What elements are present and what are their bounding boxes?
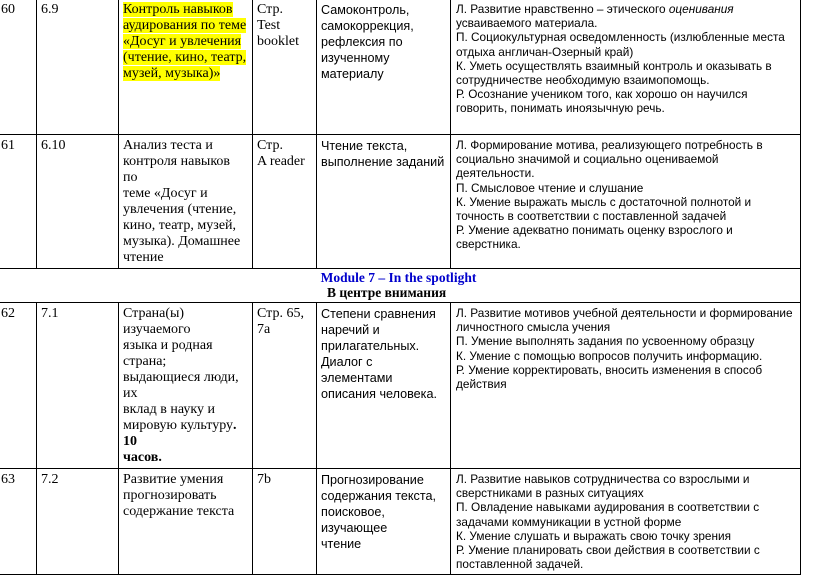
lesson-page-cell: 7b: [253, 469, 317, 575]
uud-personal: Л. Развитие нравственно – этического оценивания усваиваемого материала.: [456, 2, 734, 31]
table-row: [0, 303, 801, 469]
uud-communicative: К. Умение с помощью вопросов получить информацию.: [456, 348, 763, 363]
lesson-activity-cell: Чтение текста, выполнение заданий: [317, 135, 451, 269]
lesson-activity-cell: Прогнозирование содержания текста, поисковое, изучающее чтение: [317, 469, 451, 575]
lesson-subnumber-cell: [37, 0, 119, 135]
module-title: Module 7 – In the spotlight: [320, 270, 477, 285]
lesson-topic-cell: Страна(ы) изучаемого языка и родная страна; выдающиеся люди, их вклад в науку и мировую культуру. 10 часов.: [119, 303, 253, 469]
lesson-topic-cell: Анализ теста и контроля навыков по теме «Досуг и увлечения (чтение, кино, театр, музей, музыка). Домашнее чтение: [119, 135, 253, 269]
uud-cognitive: П. Овладение навыками аудирования в соответствии с задачами коммуникации в устной форме: [456, 500, 760, 529]
lesson-topic-cell: Развитие умения прогнозировать содержание текста: [119, 469, 253, 575]
lesson-activity-cell: Степени сравнения наречий и прилагательных. Диалог с элементами описания человека.: [317, 303, 451, 469]
lesson-number-cell: [0, 469, 37, 575]
uud-regulatory: Р. Осознание учеником того, как хорошо он научился говорить, понимать иноязычную речь.: [456, 87, 748, 116]
lesson-topic-highlighted: Контроль навыков аудирования по теме «Досуг и увлечения (чтение, кино, театр, музей, музыка)»: [123, 2, 247, 81]
lesson-number-cell: [0, 135, 37, 269]
lesson-number: 61: [1, 138, 15, 153]
uud-regulatory: Р. Умение корректировать, вносить изменения в способ действия: [456, 362, 763, 392]
lesson-number: 63: [1, 472, 15, 487]
lesson-uud-cell: [451, 0, 801, 135]
lesson-subnumber-cell: [37, 469, 119, 575]
lesson-uud-cell: [451, 469, 801, 575]
uud-cognitive: П. Умение выполнять задания по усвоенному образцу: [456, 334, 755, 349]
lesson-uud-cell: [451, 135, 801, 269]
uud-cognitive: П. Социокультурная осведомленность (излюбленные места отдыха англичан-Озерный край): [456, 30, 785, 59]
lesson-number: 62: [1, 306, 15, 321]
lesson-topic-cell: [119, 0, 253, 135]
lesson-page-cell: Стр. 65, 7a: [253, 303, 317, 469]
uud-regulatory: Р. Умение адекватно понимать оценку взрослого и сверстника.: [456, 223, 733, 252]
lesson-number-cell: [0, 303, 37, 469]
table-row: [0, 135, 801, 269]
module-subtitle: В центре внимания: [327, 285, 447, 300]
uud-personal: Л. Формирование мотива, реализующего потребность в социально значимой и социально оцениваемой деятельности.: [456, 138, 763, 181]
lesson-uud-cell: [451, 303, 801, 469]
table-row: [0, 0, 801, 135]
module-header-row: [0, 269, 801, 303]
lesson-activity-cell: Самоконтроль, самокоррекция, рефлексия по изученному материалу: [317, 0, 451, 135]
lesson-page-cell: Стр. Test booklet: [253, 0, 317, 135]
uud-regulatory: Р. Умение планировать свои действия в соответствии с поставленной задачей.: [456, 543, 760, 572]
lesson-page-cell: Стр. A reader: [253, 135, 317, 269]
lesson-subnumber: 7.1: [41, 306, 59, 321]
lesson-subnumber: 6.9: [41, 2, 59, 17]
uud-communicative: К. Уметь осуществлять взаимный контроль и оказывать в сотрудничестве необходимую взаимопомощь.: [456, 58, 772, 88]
lesson-number: 60: [1, 2, 15, 17]
uud-communicative: К. Умение выражать мысль с достаточной полнотой и точность в соответствии с поставленной задачей: [456, 194, 752, 224]
uud-communicative: К. Умение слушать и выражать свою точку зрения: [456, 528, 731, 543]
lesson-number-cell: [0, 0, 37, 135]
module-header-cell: [0, 269, 801, 303]
lesson-subnumber-cell: [37, 135, 119, 269]
uud-cognitive: П. Смысловое чтение и слушание: [456, 180, 644, 195]
lesson-subnumber: 6.10: [41, 138, 66, 153]
uud-personal: Л. Развитие навыков сотрудничества со взрослыми и сверстниками в разных ситуациях: [456, 472, 750, 501]
table-row: [0, 469, 801, 575]
lesson-subnumber: 7.2: [41, 472, 59, 487]
lesson-subnumber-cell: [37, 303, 119, 469]
uud-personal: Л. Развитие мотивов учебной деятельности и формирование личностного смысла учения: [456, 306, 793, 335]
